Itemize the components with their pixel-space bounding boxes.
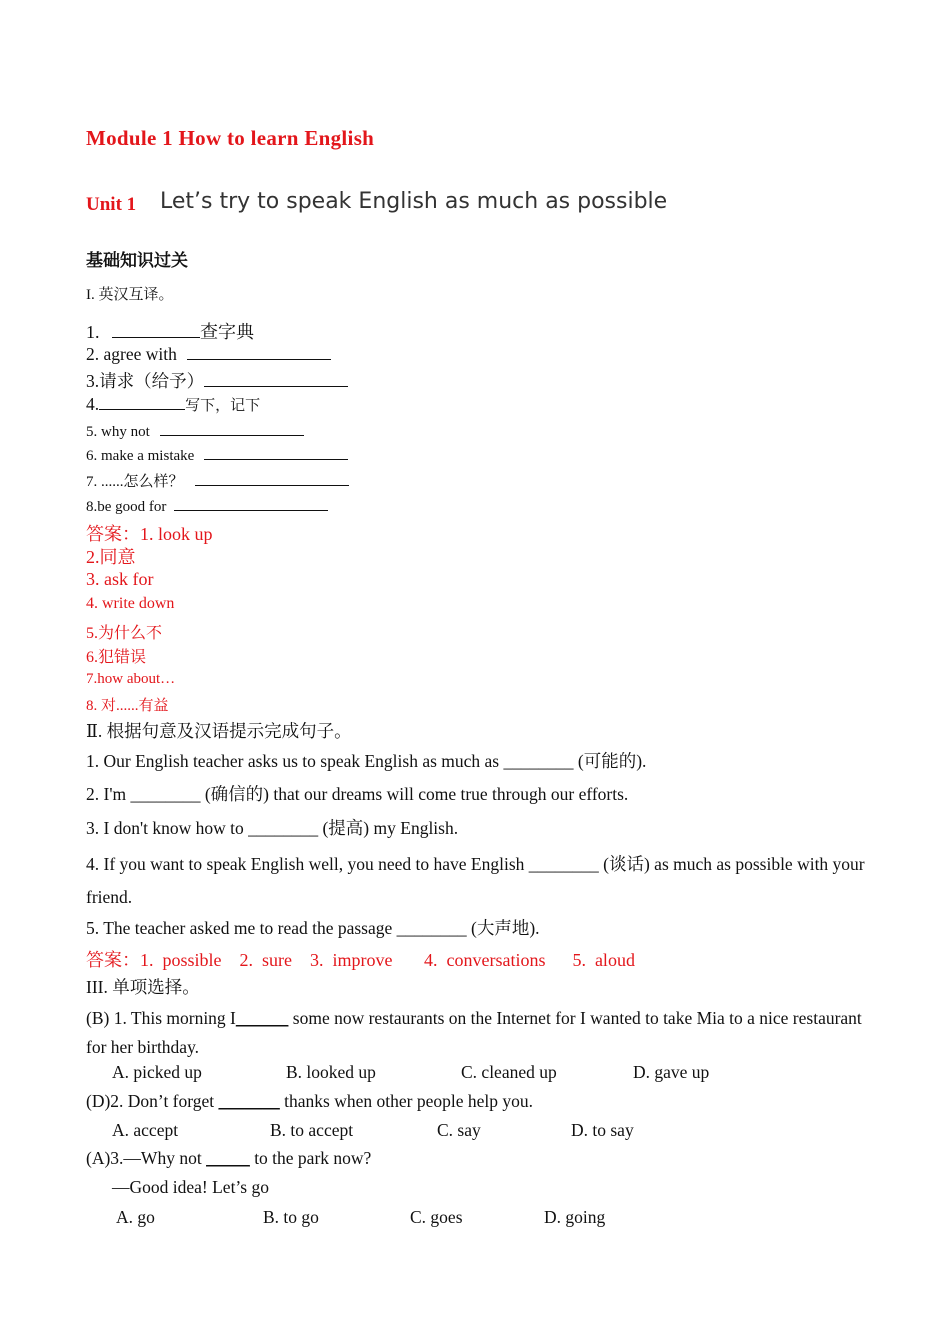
q2-option-b[interactable]: B. to accept [270, 1120, 354, 1140]
item-prompt: ......怎么样？ [101, 474, 184, 490]
answer-blank[interactable]: ________ [248, 818, 319, 838]
question-answer: (A) [86, 1148, 111, 1168]
part2-heading: Ⅱ. 根据句意及汉语提示完成句子。 [86, 721, 352, 741]
question-2 [86, 1091, 533, 1112]
item-number: 1. [86, 751, 100, 771]
part1-answer-5: 5.为什么不 [86, 625, 163, 642]
answer-blank[interactable] [174, 496, 328, 511]
item-text: The teacher asked me to read the passage [103, 918, 393, 938]
item-hint: (大声地). [471, 918, 540, 938]
question-stem: 2. Don’t forget [110, 1091, 215, 1111]
item-number: 5. [86, 918, 100, 938]
answer-blank[interactable] [204, 372, 348, 387]
question-stem: 1. This morning I [113, 1008, 236, 1028]
part1-item-5 [86, 421, 304, 441]
item-text: If you want to speak English well, you need to have English [103, 854, 525, 874]
item-number: 1. [86, 322, 100, 342]
answer-blank[interactable]: ________ [503, 751, 574, 771]
item-number: 2. [86, 784, 100, 804]
q3-option-c[interactable]: C. goes [410, 1207, 463, 1227]
question-stem: 3.—Why not [110, 1148, 202, 1168]
part1-answer-3: 3. ask for [86, 569, 154, 589]
item-number: 5. [86, 424, 98, 440]
item-hint: (可能的). [577, 751, 647, 771]
answer-blank[interactable] [160, 421, 304, 436]
item-hint: (提高) my English. [322, 818, 459, 838]
q2-option-c[interactable]: C. say [437, 1120, 481, 1140]
item-hint: (谈话) as much as possible with your friend. [86, 854, 865, 907]
item-prompt: make a mistake [101, 448, 195, 464]
item-number: 6. [86, 448, 98, 464]
part2-item-1 [86, 748, 646, 773]
item-number: 2. [86, 344, 100, 364]
answer-prefix: 答案： [86, 524, 140, 544]
answer-blank[interactable] [204, 445, 348, 460]
q1-option-d[interactable]: D. gave up [633, 1062, 710, 1082]
answer-blank[interactable] [195, 471, 349, 486]
unit-label: Unit 1 [86, 194, 137, 215]
item-prompt: 查字典 [200, 322, 254, 342]
part1-item-1 [86, 318, 254, 344]
answer-blank[interactable] [112, 323, 200, 338]
item-text: Our English teacher asks us to speak English as much as [103, 751, 500, 771]
part2-answers: 答案：1. possible 2. sure 3. improve 4. conversations 5. aloud [86, 950, 635, 970]
answer-blank[interactable] [99, 395, 185, 410]
part1-item-7 [86, 470, 349, 491]
part1-item-4 [86, 394, 260, 415]
module-title: Module 1 How to learn English [86, 126, 375, 150]
part1-answer-8: 8. 对......有益 [86, 698, 169, 714]
question-stem-rest: to the park now? [254, 1148, 372, 1168]
unit-subtitle: Let’s try to speak English as much as possible [160, 189, 668, 214]
part2-item-5 [86, 915, 540, 940]
q3-option-d[interactable]: D. going [544, 1207, 606, 1227]
item-prompt: agree with [103, 344, 177, 364]
answer-blank[interactable] [187, 345, 331, 360]
q3-option-a[interactable]: A. go [116, 1207, 155, 1227]
part1-item-6 [86, 445, 348, 465]
q2-option-d[interactable]: D. to say [571, 1120, 634, 1140]
question-answer: (D) [86, 1091, 111, 1111]
part2-item-4 [86, 848, 876, 914]
part2-item-3 [86, 815, 458, 840]
item-prompt: why not [101, 424, 150, 440]
answer-blank[interactable]: ________ [396, 918, 467, 938]
answer-blank[interactable]: ________ [130, 784, 201, 804]
item-prompt: 请求（给予） [99, 371, 205, 391]
part1-answer-4: 4. write down [86, 595, 175, 612]
q1-option-c[interactable]: C. cleaned up [461, 1062, 557, 1082]
question-stem-rest: thanks when other people help you. [284, 1091, 533, 1111]
part1-item-8 [86, 496, 328, 516]
q2-option-a[interactable]: A. accept [112, 1120, 179, 1140]
part3-heading: III. 单项选择。 [86, 977, 200, 997]
item-prompt: 写下，记下 [185, 398, 261, 414]
item-text: I'm [103, 784, 127, 804]
item-hint: (确信的) that our dreams will come true through our efforts. [204, 784, 629, 804]
answer-blank[interactable]: ______ [235, 1008, 289, 1028]
question-3 [86, 1148, 371, 1169]
part1-answer-6: 6.犯错误 [86, 649, 147, 666]
item-number: 4. [86, 394, 100, 414]
part1-heading: I. 英汉互译。 [86, 287, 174, 303]
item-number: 7. [86, 474, 98, 490]
section-heading: 基础知识过关 [86, 251, 188, 271]
part2-item-2 [86, 781, 628, 806]
answer-blank[interactable]: _____ [206, 1148, 250, 1168]
item-number: 3. [86, 818, 100, 838]
q1-option-b[interactable]: B. looked up [286, 1062, 376, 1082]
q1-option-a[interactable]: A. picked up [112, 1062, 202, 1082]
question-answer: (B) [86, 1008, 110, 1028]
q3-option-b[interactable]: B. to go [263, 1207, 319, 1227]
question-stem-rest: some now restaurants on the Internet for I wanted to take Mia to a nice restaurant for her birthday. [86, 1008, 862, 1057]
part1-answer-2: 2.同意 [86, 547, 136, 567]
answer-blank[interactable]: _______ [218, 1091, 280, 1111]
item-number: 8. [86, 499, 98, 515]
part1-answer-7: 7.how about… [86, 671, 176, 687]
part1-item-3 [86, 368, 348, 393]
item-number: 4. [86, 854, 100, 874]
item-number: 3. [86, 371, 100, 391]
part1-item-2 [86, 344, 331, 365]
question-3-reply: —Good idea! Let’s go [112, 1177, 269, 1197]
question-1 [86, 1004, 876, 1062]
item-text: I don't know how to [103, 818, 244, 838]
answer-text: 1. look up [140, 524, 213, 544]
answer-blank[interactable]: ________ [528, 854, 599, 874]
item-prompt: be good for [97, 499, 167, 515]
